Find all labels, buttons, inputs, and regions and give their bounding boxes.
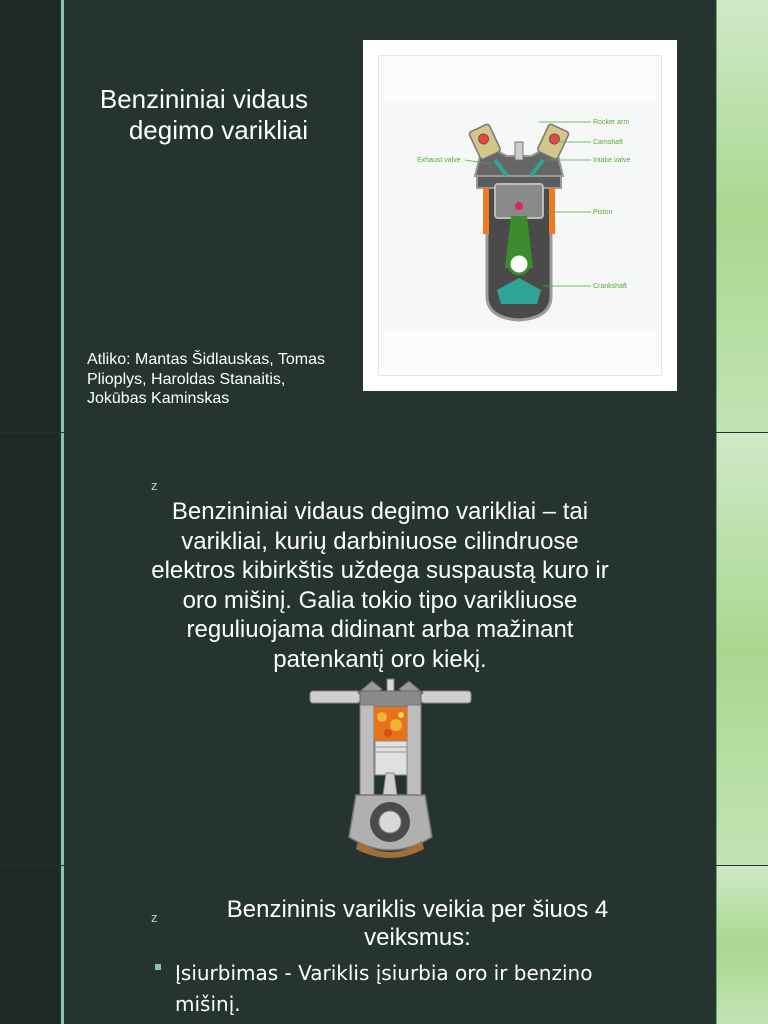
label-crankshaft: Crankshaft: [593, 283, 627, 290]
left-accent-line: [61, 0, 64, 432]
slide-marker: z: [151, 910, 158, 925]
engine-cutaway-image: [308, 677, 473, 864]
engine-diagram-frame: [378, 55, 662, 376]
authors-text: Atliko: Mantas Šidlauskas, Tomas Plioplys, Haroldas Stanaitis, Jokūbas Kaminskas: [87, 351, 326, 407]
slide-title: Benzininiai vidaus degimo varikliai: [99, 84, 308, 145]
label-camshaft: Camshaft: [593, 139, 623, 146]
bullet-marker: [155, 964, 161, 970]
right-decor-strip: [717, 433, 768, 865]
right-decor-strip: [717, 866, 768, 1024]
engine-cutaway-svg: [308, 677, 473, 859]
engine-diagram-svg: [379, 56, 661, 375]
label-piston: Piston: [593, 209, 613, 216]
engine-diagram-image: [363, 40, 677, 391]
left-bar: [0, 433, 60, 865]
title-slide: [0, 0, 768, 432]
right-decor-strip: [717, 0, 768, 432]
label-rocker-arm: Rocker arm: [593, 119, 630, 126]
label-intake-valve: Intake valve: [593, 157, 631, 164]
left-bar: [0, 866, 60, 1024]
left-accent-line: [61, 433, 64, 865]
left-accent-line: [61, 866, 64, 1024]
bullet-item: [155, 958, 635, 1020]
slide-marker: z: [151, 478, 158, 493]
left-bar: [0, 0, 60, 432]
label-exhaust-valve: Exhaust valve: [417, 157, 461, 164]
bullet-text: Įsiurbimas - Variklis įsiurbia oro ir benzino mišinį.: [175, 961, 593, 1016]
definition-paragraph: Benzininiai vidaus degimo varikliai – tai varikliai, kurių darbiniuose cilindruose elektros kibirkštis uždega suspaustą kuro ir oro mišinį. Galia tokio tipo varikliuose reguliuojama didinant arba mažinant patenkantį oro kiekį.: [151, 498, 609, 673]
steps-title: Benzininis variklis veikia per šiuos 4 veiksmus:: [226, 896, 609, 951]
